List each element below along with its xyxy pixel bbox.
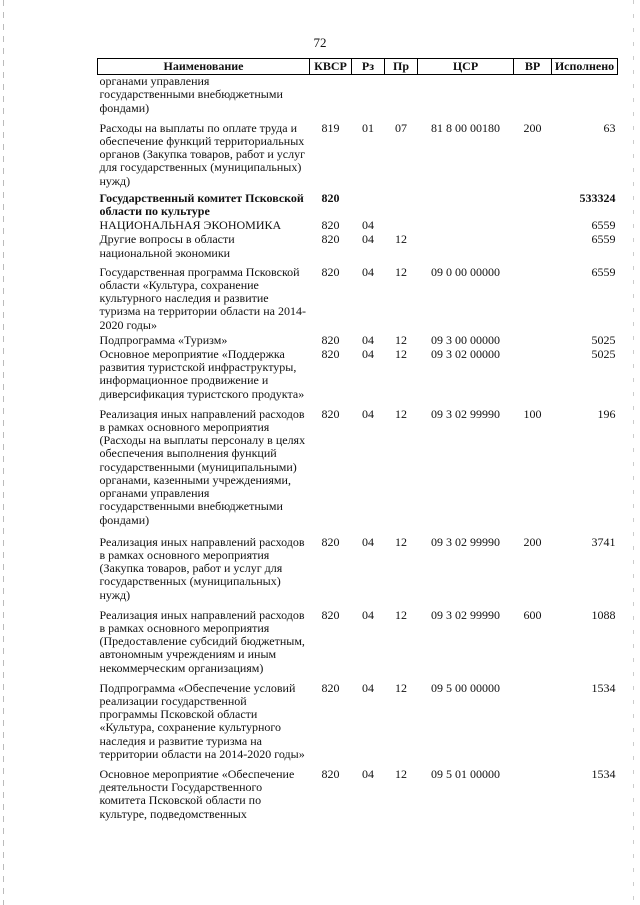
cell-vr xyxy=(514,762,552,822)
cell-name: НАЦИОНАЛЬНАЯ ЭКОНОМИКА xyxy=(99,218,282,233)
cell-vr: 200 xyxy=(523,534,542,549)
cell-amount: 1534 xyxy=(591,680,616,695)
cell-pr: 12 xyxy=(395,347,407,362)
cell-amount xyxy=(552,75,618,116)
cell-vr xyxy=(514,261,552,333)
table-row xyxy=(98,528,618,603)
cell-rz: 04 xyxy=(362,332,374,347)
cell-kvsr: 820 xyxy=(321,347,340,362)
cell-amount: 6559 xyxy=(591,232,616,247)
budget-table xyxy=(97,58,618,822)
table-row xyxy=(98,603,618,676)
cell-csr: 09 3 02 99990 xyxy=(431,534,500,549)
cell-rz: 04 xyxy=(362,534,374,549)
table-row xyxy=(98,333,618,348)
cell-rz: 04 xyxy=(362,607,374,622)
header-rz: Рз xyxy=(352,59,385,75)
cell-csr: 09 5 00 00000 xyxy=(431,680,500,695)
cell-name: Подпрограмма «Обеспечение условий реализации государственной программы Псковской области «Культура, сохранение культурного наследия и развитие туризма на территории области на 2014-2020 годы» xyxy=(99,680,305,761)
cell-kvsr: 820 xyxy=(321,406,340,421)
cell-name: Расходы на выплаты по оплате труда и обеспечение функций территориальных органов (Закупка товаров, работ и услуг для государственных (муниципальных) нужд) xyxy=(99,120,305,188)
cell-rz: 04 xyxy=(362,264,374,279)
header-amount: Исполнено xyxy=(552,59,618,75)
page-number: 72 xyxy=(313,35,327,50)
cell-amount: 6559 xyxy=(591,218,616,233)
cell-amount: 63 xyxy=(603,120,616,135)
cell-amount: 196 xyxy=(597,406,616,421)
cell-pr: 12 xyxy=(395,766,407,781)
cell-csr: 09 3 02 99990 xyxy=(431,607,500,622)
cell-amount: 5025 xyxy=(591,332,616,347)
cell-amount: 1534 xyxy=(591,766,616,781)
table-row xyxy=(98,402,618,528)
cell-vr xyxy=(514,348,552,402)
cell-kvsr xyxy=(310,75,352,116)
cell-name: Другие вопросы в области национальной экономики xyxy=(99,232,235,260)
cell-kvsr: 820 xyxy=(321,218,340,233)
scan-edge-right xyxy=(633,0,634,905)
cell-kvsr: 820 xyxy=(321,190,340,205)
cell-amount: 3741 xyxy=(591,534,616,549)
header-csr: ЦСР xyxy=(418,59,514,75)
table-row xyxy=(98,762,618,822)
cell-kvsr: 820 xyxy=(321,680,340,695)
cell-name: Основное мероприятие «Поддержка развития туристской инфраструктуры, информационное продвижение и диверсификация туристского продукта» xyxy=(99,347,305,401)
cell-rz xyxy=(352,189,385,219)
cell-rz: 04 xyxy=(362,406,374,421)
cell-vr xyxy=(514,75,552,116)
header-name: Наименование xyxy=(98,59,310,75)
cell-rz: 04 xyxy=(362,680,374,695)
table-row xyxy=(98,261,618,333)
cell-csr xyxy=(418,75,514,116)
cell-pr: 12 xyxy=(395,332,407,347)
cell-pr: 07 xyxy=(395,120,407,135)
cell-name: органами управления государственными внебюджетными фондами) xyxy=(99,74,283,115)
cell-vr xyxy=(514,219,552,233)
cell-pr: 12 xyxy=(395,406,407,421)
cell-pr: 12 xyxy=(395,534,407,549)
cell-kvsr: 820 xyxy=(321,534,340,549)
table-row xyxy=(98,116,618,189)
cell-pr: 12 xyxy=(395,607,407,622)
scan-edge-left xyxy=(3,0,4,905)
table-row xyxy=(98,75,618,116)
cell-kvsr: 820 xyxy=(321,607,340,622)
cell-pr xyxy=(385,189,418,219)
cell-amount: 1088 xyxy=(591,607,616,622)
cell-csr xyxy=(418,189,514,219)
table-row xyxy=(98,219,618,233)
table-row xyxy=(98,676,618,762)
cell-name: Подпрограмма «Туризм» xyxy=(99,332,228,347)
table-header-row xyxy=(98,59,618,75)
cell-rz: 04 xyxy=(362,766,374,781)
cell-kvsr: 820 xyxy=(321,332,340,347)
cell-csr: 09 3 02 00000 xyxy=(431,347,500,362)
cell-amount: 5025 xyxy=(591,347,616,362)
cell-csr: 09 0 00 00000 xyxy=(431,264,500,279)
cell-rz xyxy=(352,75,385,116)
table-row xyxy=(98,233,618,260)
cell-csr: 09 5 01 00000 xyxy=(431,766,500,781)
cell-rz: 04 xyxy=(362,232,374,247)
cell-vr: 100 xyxy=(523,406,542,421)
cell-pr: 12 xyxy=(395,232,407,247)
cell-rz: 04 xyxy=(362,218,374,233)
cell-vr xyxy=(514,189,552,219)
cell-rz: 01 xyxy=(362,120,374,135)
cell-vr xyxy=(514,233,552,260)
cell-pr xyxy=(385,219,418,233)
cell-kvsr: 820 xyxy=(321,264,340,279)
cell-pr: 12 xyxy=(395,680,407,695)
cell-csr: 09 3 02 99990 xyxy=(431,406,500,421)
table-row xyxy=(98,348,618,402)
cell-rz: 04 xyxy=(362,347,374,362)
table-body xyxy=(98,75,618,822)
cell-name: Основное мероприятие «Обеспечение деятельности Государственного комитета Псковской области по культуре, подведомственных xyxy=(99,766,295,821)
table-row xyxy=(98,189,618,219)
header-kvsr: КВСР xyxy=(310,59,352,75)
cell-kvsr: 819 xyxy=(321,120,340,135)
cell-vr xyxy=(514,676,552,762)
cell-name: Реализация иных направлений расходов в рамках основного мероприятия (Расходы на выплаты персоналу в целях обеспечения выполнения функций государственными (муниципальными) органами, казенными учреждениями, органами управления государственными внебюджетными фондами) xyxy=(99,406,306,527)
cell-amount: 6559 xyxy=(591,264,616,279)
cell-csr: 81 8 00 00180 xyxy=(431,120,500,135)
cell-csr xyxy=(418,233,514,260)
header-vr: ВР xyxy=(514,59,552,75)
cell-vr xyxy=(514,333,552,348)
header-pr: Пр xyxy=(385,59,418,75)
cell-kvsr: 820 xyxy=(321,766,340,781)
cell-vr: 200 xyxy=(523,120,542,135)
cell-kvsr: 820 xyxy=(321,232,340,247)
cell-name: Государственный комитет Псковской области по культуре xyxy=(99,190,304,219)
cell-csr xyxy=(418,219,514,233)
cell-vr: 600 xyxy=(523,607,542,622)
cell-pr xyxy=(385,75,418,116)
cell-csr: 09 3 00 00000 xyxy=(431,332,500,347)
cell-amount: 533324 xyxy=(579,190,616,205)
cell-name: Реализация иных направлений расходов в рамках основного мероприятия (Закупка товаров, работ и услуг для государственных (муниципальных) нужд) xyxy=(99,534,305,602)
cell-pr: 12 xyxy=(395,264,407,279)
cell-name: Реализация иных направлений расходов в рамках основного мероприятия (Предоставление субсидий бюджетным, автономным учреждениям и иным некоммерческим организациям) xyxy=(99,607,305,675)
cell-name: Государственная программа Псковской области «Культура, сохранение культурного наследия и развитие туризма на территории области на 2014-2020 годы» xyxy=(99,264,306,332)
